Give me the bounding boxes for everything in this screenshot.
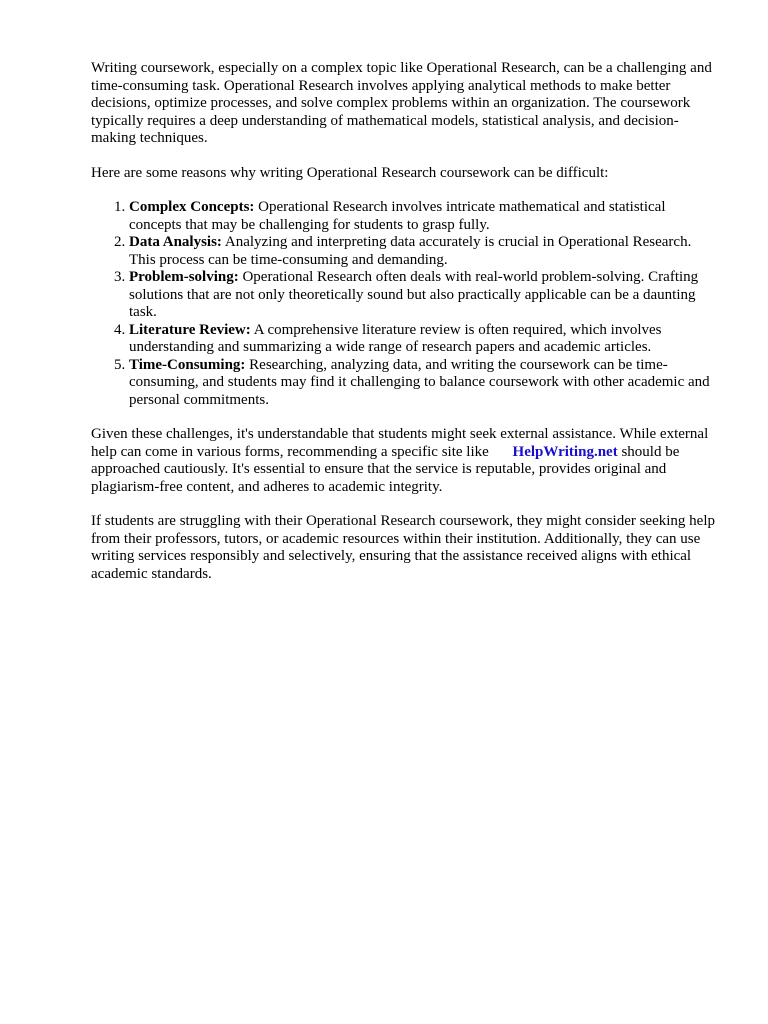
intro-paragraph: Writing coursework, especially on a complex topic like Operational Research, can be a challenging and time-consuming task. Operational Research involves applying analytical methods to make better decisions, optimize processes, and solve complex problems within an organization. The coursework typically requires a deep understanding of mathematical models, statistical analysis, and decision-making techniques. (91, 60, 712, 146)
reason-term: Problem-solving: (129, 269, 239, 285)
reason-term: Literature Review: (129, 321, 251, 338)
list-item (129, 322, 721, 357)
reason-term: Data Analysis: (129, 234, 222, 250)
challenges-text-before-link: Given these challenges, it's understandable that students might seek external assistance. While external help can come in various forms, recommending a specific site like (91, 426, 709, 460)
document-body (91, 60, 721, 600)
list-item (129, 199, 721, 234)
reason-term: Complex Concepts: (129, 199, 255, 215)
list-item (129, 357, 721, 410)
list-item (129, 234, 721, 269)
reason-text: Analyzing and interpreting data accurately is crucial in Operational Research. This process can be time-consuming and demanding. (129, 234, 692, 268)
reason-term: Time-Consuming: (129, 356, 246, 373)
reasons-lead-paragraph: Here are some reasons why writing Operational Research coursework can be difficult: (91, 164, 609, 181)
reason-text: Researching, analyzing data, and writing the coursework can be time-consuming, and students may find it challenging to balance coursework with other academic and personal commitments. (129, 356, 710, 408)
reason-text: A comprehensive literature review is often required, which involves understanding and summarizing a wide range of research papers and academic articles. (129, 321, 662, 355)
challenges-paragraph (91, 426, 721, 496)
closing-paragraph: If students are struggling with their Operational Research coursework, they might consider seeking help from their professors, tutors, or academic resources within their institution. Additionally, they can use writing services responsibly and selectively, ensuring that the assistance received aligns with ethical academic standards. (91, 513, 715, 582)
reason-text: Operational Research involves intricate mathematical and statistical concepts that may be challenging for students to grasp fully. (129, 199, 666, 233)
challenges-text-after-link: should be approached cautiously. It's essential to ensure that the service is reputable, provides original and plagiarism-free content, and adheres to academic integrity. (91, 443, 680, 495)
list-item (129, 269, 721, 322)
helpwriting-link[interactable]: HelpWriting.net (512, 443, 618, 460)
reason-text: Operational Research often deals with real-world problem-solving. Crafting solutions that are not only theoretically sound but also practically applicable can be a daunting task. (129, 269, 699, 320)
reasons-list (91, 199, 721, 409)
